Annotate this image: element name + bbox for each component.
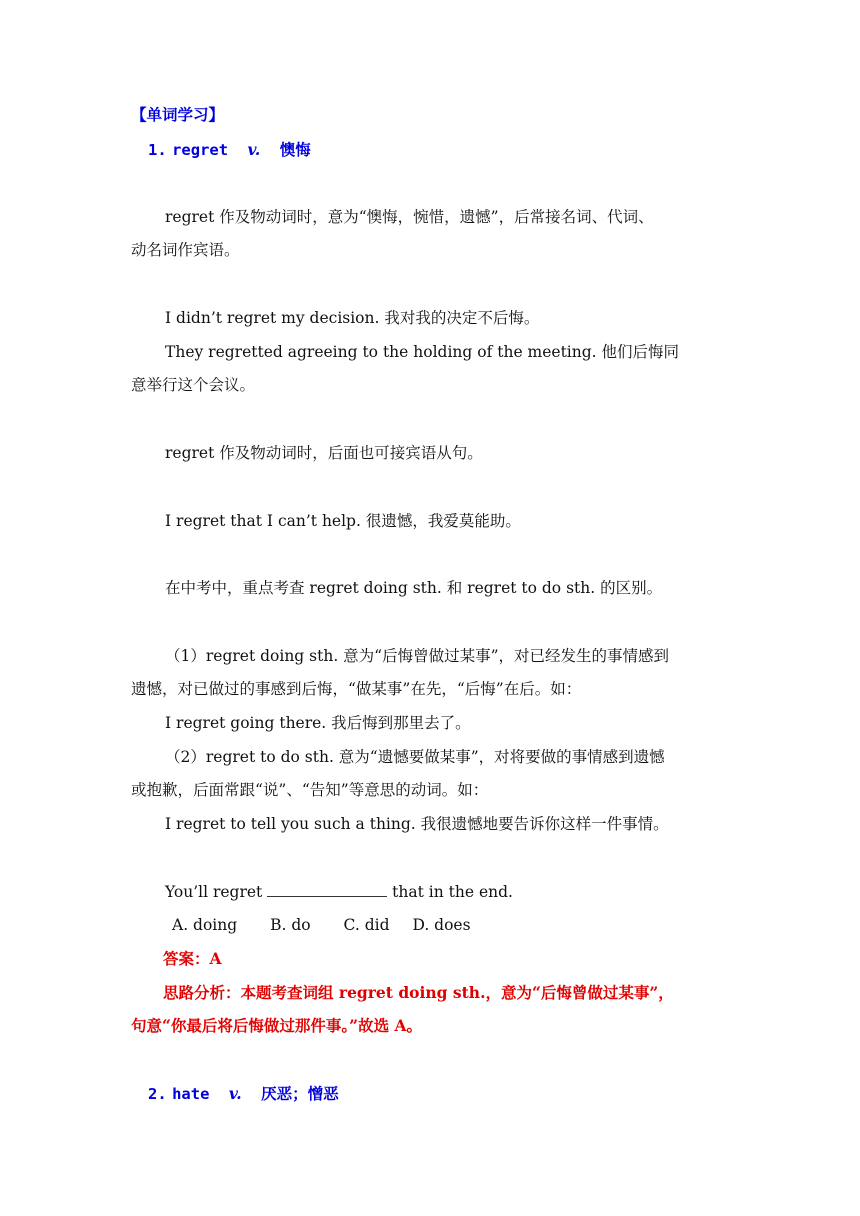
answer-blank [267, 882, 387, 897]
example-3: I regret that I can’t help. 很遗憾，我爱莫能助。 [165, 512, 521, 530]
question [165, 881, 513, 903]
example-5: I regret to tell you such a thing. 我很遗憾地要告诉你这样一件事情。 [165, 815, 669, 833]
options-row [172, 914, 499, 936]
example-4: I regret going there. 我后悔到那里去了。 [165, 714, 471, 732]
question-stem-end: that in the end. [392, 883, 513, 901]
word-number: 2. [148, 1085, 167, 1103]
paragraph-4-line-2: 遗憾，对已做过的事感到后悔，“做某事”在先，“后悔”在后。如： [131, 680, 582, 698]
paragraph-1-line-2: 动名词作宾语。 [131, 241, 240, 259]
paragraph-3: 在中考中，重点考查 regret doing sth. 和 regret to do sth. 的区别。 [165, 579, 663, 597]
option-b: B. do [270, 916, 311, 934]
example-1: I didn’t regret my decision. 我对我的决定不后悔。 [165, 309, 540, 327]
paragraph-5-line-2: 或抱歉，后面常跟“说”、“告知”等意思的动词。如： [131, 781, 489, 799]
option-c: C. did [343, 916, 390, 934]
word-pos: v. [247, 140, 261, 159]
word-meaning: 厌恶；憎恶 [261, 1084, 339, 1103]
word-text: regret [172, 141, 229, 159]
word-number: 1. [148, 141, 167, 159]
example-2-line-1: They regretted agreeing to the holding of the meeting. 他们后悔同 [165, 343, 680, 361]
word-text: hate [172, 1085, 210, 1103]
analysis-line-2: 句意“你最后将后悔做过那件事。”故选 A。 [131, 1016, 423, 1035]
answer-line: 答案：A [163, 949, 222, 968]
option-a: A. doing [172, 916, 238, 934]
paragraph-4-line-1: （1）regret doing sth. 意为“后悔曾做过某事”，对已经发生的事情感到 [165, 647, 670, 665]
word-heading-regret [148, 139, 311, 161]
word-meaning: 懊悔 [279, 140, 311, 159]
word-heading-hate [148, 1083, 339, 1105]
word-pos: v. [228, 1084, 242, 1103]
paragraph-2: regret 作及物动词时，后面也可接宾语从句。 [165, 444, 483, 462]
section-title: 【单词学习】 [131, 105, 225, 124]
analysis-line-1: 思路分析：本题考查词组 regret doing sth.，意为“后悔曾做过某事”， [163, 983, 674, 1002]
question-stem-start: You’ll regret [165, 883, 263, 901]
paragraph-1-line-1: regret 作及物动词时，意为“懊悔，惋惜，遗憾”，后常接名词、代词、 [165, 208, 654, 226]
paragraph-5-line-1: （2）regret to do sth. 意为“遗憾要做某事”，对将要做的事情感到遗憾 [165, 748, 665, 766]
example-2-line-2: 意举行这个会议。 [131, 376, 256, 394]
option-d: D. does [412, 916, 471, 934]
